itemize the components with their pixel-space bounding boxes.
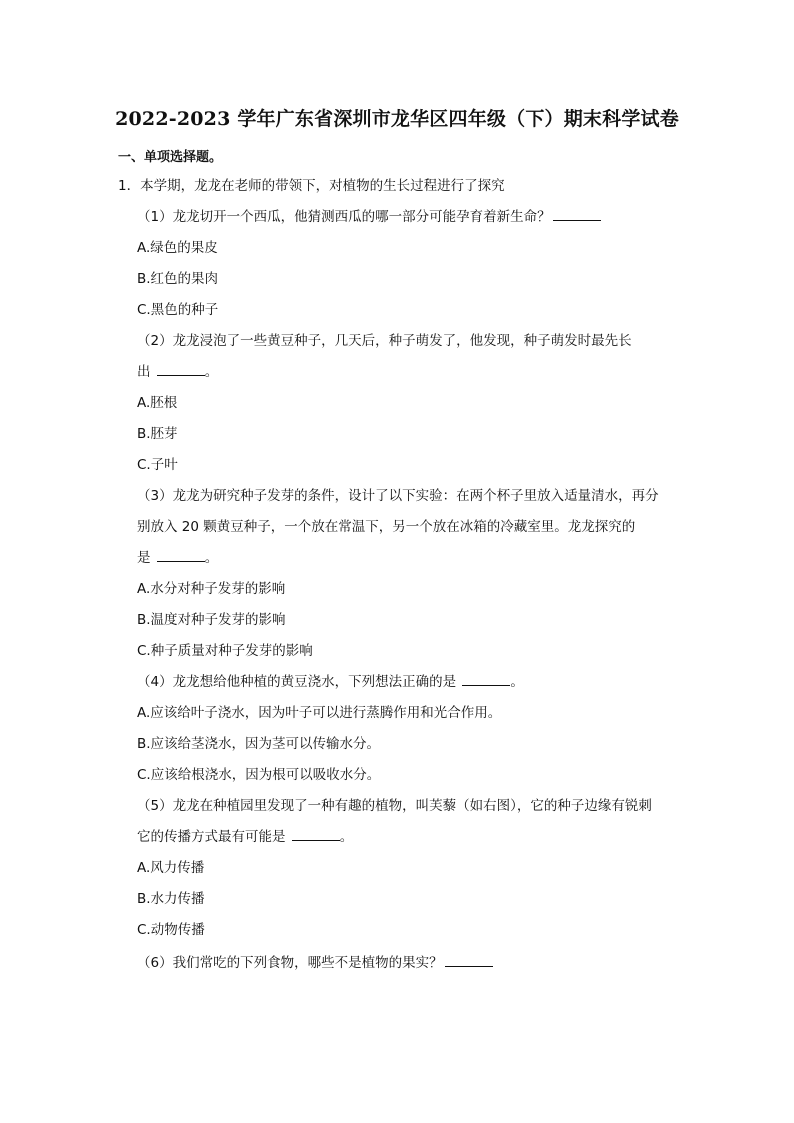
question-stem: 1．本学期，龙龙在老师的带领下，对植物的生长过程进行了探究 — [118, 178, 505, 194]
subquestion-5-line-1: （5）龙龙在种植园里发现了一种有趣的植物，叫芙藜（如右图），它的种子边缘有锐刺 — [137, 798, 652, 814]
subquestion-3-line-2: 别放入 20 颗黄豆种子，一个放在常温下，另一个放在冰箱的冷藏室里。龙龙探究的 — [137, 519, 636, 535]
subquestion-5-option-c: C.动物传播 — [137, 922, 205, 938]
subquestion-3-line-1: （3）龙龙为研究种子发芽的条件，设计了以下实验：在两个杯子里放入适量清水，再分 — [137, 488, 659, 504]
subquestion-3-line-3 — [137, 549, 218, 567]
section-heading: 一、单项选择题。 — [118, 150, 223, 165]
subquestion-4-option-a: A.应该给叶子浇水，因为叶子可以进行蒸腾作用和光合作用。 — [137, 705, 502, 721]
subquestion-5-option-b: B.水力传播 — [137, 891, 205, 907]
answer-blank — [445, 954, 493, 967]
subquestion-3-line-3-text: 是 — [137, 550, 155, 566]
answer-blank — [157, 549, 205, 562]
answer-blank — [553, 208, 601, 221]
answer-blank — [292, 828, 340, 841]
subquestion-2-line-1: （2）龙龙浸泡了一些黄豆种子，几天后，种子萌发了，他发现，种子萌发时最先长 — [137, 333, 632, 349]
subquestion-4-line-1: （4）龙龙想给他种植的黄豆浇水，下列想法正确的是 — [137, 674, 461, 690]
subquestion-4-text — [137, 673, 524, 691]
subquestion-2-option-b: B.胚芽 — [137, 426, 178, 442]
subquestion-1-option-b: B.红色的果肉 — [137, 271, 219, 287]
subquestion-4-option-b: B.应该给茎浇水，因为茎可以传输水分。 — [137, 736, 381, 752]
subquestion-5-trailing: 。 — [339, 829, 354, 845]
subquestion-2-line-2 — [137, 363, 218, 381]
subquestion-5-option-a: A.风力传播 — [137, 860, 205, 876]
answer-blank — [157, 363, 205, 376]
subquestion-3-option-a: A.水分对种子发芽的影响 — [137, 581, 286, 597]
subquestion-6-text — [137, 954, 493, 972]
subquestion-2-option-c: C.子叶 — [137, 457, 178, 473]
subquestion-3-trailing: 。 — [204, 550, 219, 566]
subquestion-2-trailing: 。 — [204, 364, 219, 380]
subquestion-1-option-c: C.黑色的种子 — [137, 302, 219, 318]
subquestion-6-line-1: （6）我们常吃的下列食物，哪些不是植物的果实？ — [137, 955, 443, 971]
subquestion-5-line-2 — [137, 828, 353, 846]
subquestion-2-line-2-text: 出 — [137, 364, 155, 380]
subquestion-1-line-1: （1）龙龙切开一个西瓜，他猜测西瓜的哪一部分可能孕育着新生命？ — [137, 209, 551, 225]
subquestion-3-option-b: B.温度对种子发芽的影响 — [137, 612, 286, 628]
subquestion-1-option-a: A.绿色的果皮 — [137, 240, 218, 256]
page-title: 2022-2023 学年广东省深圳市龙华区四年级（下）期末科学试卷 — [115, 108, 679, 130]
subquestion-3-option-c: C.种子质量对种子发芽的影响 — [137, 643, 313, 659]
answer-blank — [462, 673, 510, 686]
subquestion-2-option-a: A.胚根 — [137, 395, 178, 411]
subquestion-4-trailing: 。 — [510, 674, 524, 690]
subquestion-5-line-2-text: 它的传播方式最有可能是 — [137, 829, 290, 845]
subquestion-1-text — [137, 208, 601, 226]
subquestion-4-option-c: C.应该给根浇水，因为根可以吸收水分。 — [137, 767, 381, 783]
